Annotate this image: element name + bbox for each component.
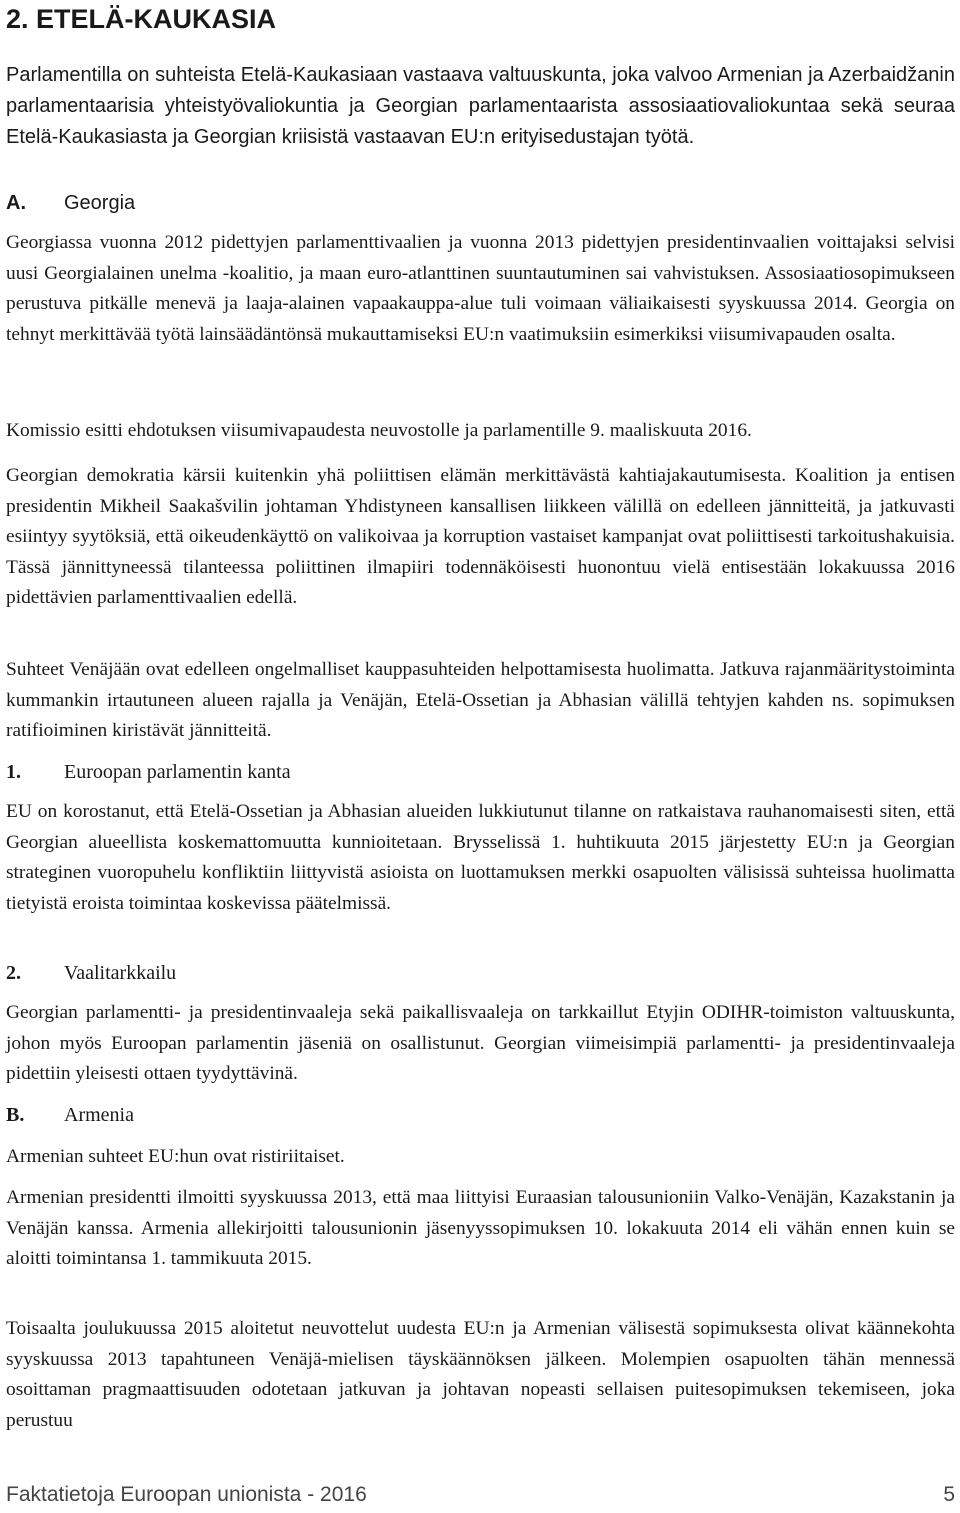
subsection-label: 2. bbox=[6, 962, 21, 984]
footer-title: Faktatietoja Euroopan unionista - 2016 bbox=[6, 1483, 367, 1506]
armenia-paragraph-3: Toisaalta joulukuussa 2015 aloitetut neuvottelut uudesta EU:n ja Armenian välisestä sopimuksesta olivat käännekohta syyskuussa 2013 tapahtuneen Venäjä-mielisen täyskäännöksen jälkeen. Molempien osapuolten tähän mennessä osoittaman pragmaattisuuden odotetaan jatkuvan ja johtavan nopeasti sellaisen puitesopimuksen tekemiseen, joka perustuu bbox=[6, 1318, 955, 1431]
subsection-heading-ep-position bbox=[6, 757, 955, 787]
subsection-label: 1. bbox=[6, 761, 21, 783]
subsection-title: Vaalitarkkailu bbox=[64, 962, 177, 984]
armenia-paragraph-1: Armenian suhteet EU:hun ovat ristiriitaiset. bbox=[6, 1146, 345, 1167]
section-title: 2. ETELÄ-KAUKASIA bbox=[6, 4, 277, 34]
intro-paragraph: Parlamentilla on suhteista Etelä-Kaukasiaan vastaava valtuuskunta, joka valvoo Armenian ja Azerbaidžanin parlamentaarisia yhteistyövaliokuntia ja Georgian parlamentaarista assosiaatiovaliokuntaa sekä seuraa Etelä-Kaukasiasta ja Georgian kriisistä vastaavan EU:n erityisedustajan työtä. bbox=[6, 64, 955, 148]
subsection-label: A. bbox=[6, 192, 26, 214]
page-number: 5 bbox=[943, 1483, 955, 1506]
georgia-paragraph-1: Georgiassa vuonna 2012 pidettyjen parlamenttivaalien ja vuonna 2013 pidettyjen presidentinvaalien voittajaksi selvisi uusi Georgialainen unelma -koalitio, ja maan euro-atlanttinen suuntautuminen sai vahvistuksen. Assosiaatiosopimukseen perustuva pitkälle menevä ja laaja-alainen vapaakauppa-alue tuli voimaan väliaikaisesti syyskuussa 2014. Georgia on tehnyt merkittävää työtä lainsäädäntönsä mukauttamiseksi EU:n vaatimuksiin esimerkiksi viisumivapauden osalta. bbox=[6, 232, 955, 345]
subsection-heading-armenia bbox=[6, 1100, 955, 1130]
subsection-title: Georgia bbox=[64, 192, 136, 214]
page-footer bbox=[6, 1482, 955, 1508]
subsection-label: B. bbox=[6, 1104, 25, 1126]
subsection-heading-georgia bbox=[6, 188, 955, 218]
subsection-heading-election-monitoring bbox=[6, 958, 955, 988]
ep-position-paragraph: EU on korostanut, että Etelä-Ossetian ja Abhasian alueiden lukkiutunut tilanne on ratkaistava rauhanomaisesti siten, että Georgian alueellista koskemattomuutta kunnioitetaan. Brysselissä 1. huhtikuuta 2015 järjestetty EU:n ja Georgian strateginen vuoropuhelu konfliktiin liittyvistä asioista on luottamuksen merkki osapuolten välisissä suhteissa huolimatta tietyistä eroista toimintaa koskevissa päätelmissä. bbox=[6, 801, 955, 914]
georgia-paragraph-3: Georgian demokratia kärsii kuitenkin yhä poliittisen elämän merkittävästä kahtiajakautumisesta. Koalition ja entisen presidentin Mikheil Saakašvilin johtaman Yhdistyneen kansallisen liikkeen välillä on edelleen jännitteitä, ja jatkuvasti esiintyy syytöksiä, että oikeudenkäyttö on valikoivaa ja korruption vastaiset kampanjat ovat poliittisesti tarkoitushakuisia. Tässä jännittyneessä tilanteessa poliittinen ilmapiiri todennäköisesti huonontuu vielä entisestään lokakuussa 2016 pidettävien parlamenttivaalien edellä. bbox=[6, 465, 955, 609]
election-monitoring-paragraph: Georgian parlamentti- ja presidentinvaaleja sekä paikallisvaaleja on tarkkaillut Etyjin ODIHR-toimiston valtuuskunta, johon myös Euroopan parlamentin jäseniä on osallistunut. Georgian viimeisimpiä parlamentti- ja presidentinvaaleja pidettiin yleisesti ottaen tyydyttävinä. bbox=[6, 1002, 955, 1085]
armenia-paragraph-2: Armenian presidentti ilmoitti syyskuussa 2013, että maa liittyisi Euraasian talousunioniin Valko-Venäjän, Kazakstanin ja Venäjän kanssa. Armenia allekirjoitti talousunionin jäsenyyssopimuksen 10. lokakuuta 2014 eli vähän ennen kuin se aloitti toimintansa 1. tammikuuta 2015. bbox=[6, 1187, 955, 1270]
subsection-title: Armenia bbox=[64, 1104, 134, 1126]
subsection-title: Euroopan parlamentin kanta bbox=[64, 761, 291, 783]
georgia-paragraph-4: Suhteet Venäjään ovat edelleen ongelmalliset kauppasuhteiden helpottamisesta huolimatta. Jatkuva rajanmääritystoiminta kummankin irtautuneen alueen rajalla ja Venäjän, Etelä-Ossetian ja Abhasian välillä tehtyjen kahden ns. sopimuksen ratifioiminen kiristävät jännitteitä. bbox=[6, 659, 955, 742]
georgia-paragraph-2: Komissio esitti ehdotuksen viisumivapaudesta neuvostolle ja parlamentille 9. maaliskuuta 2016. bbox=[6, 420, 752, 441]
